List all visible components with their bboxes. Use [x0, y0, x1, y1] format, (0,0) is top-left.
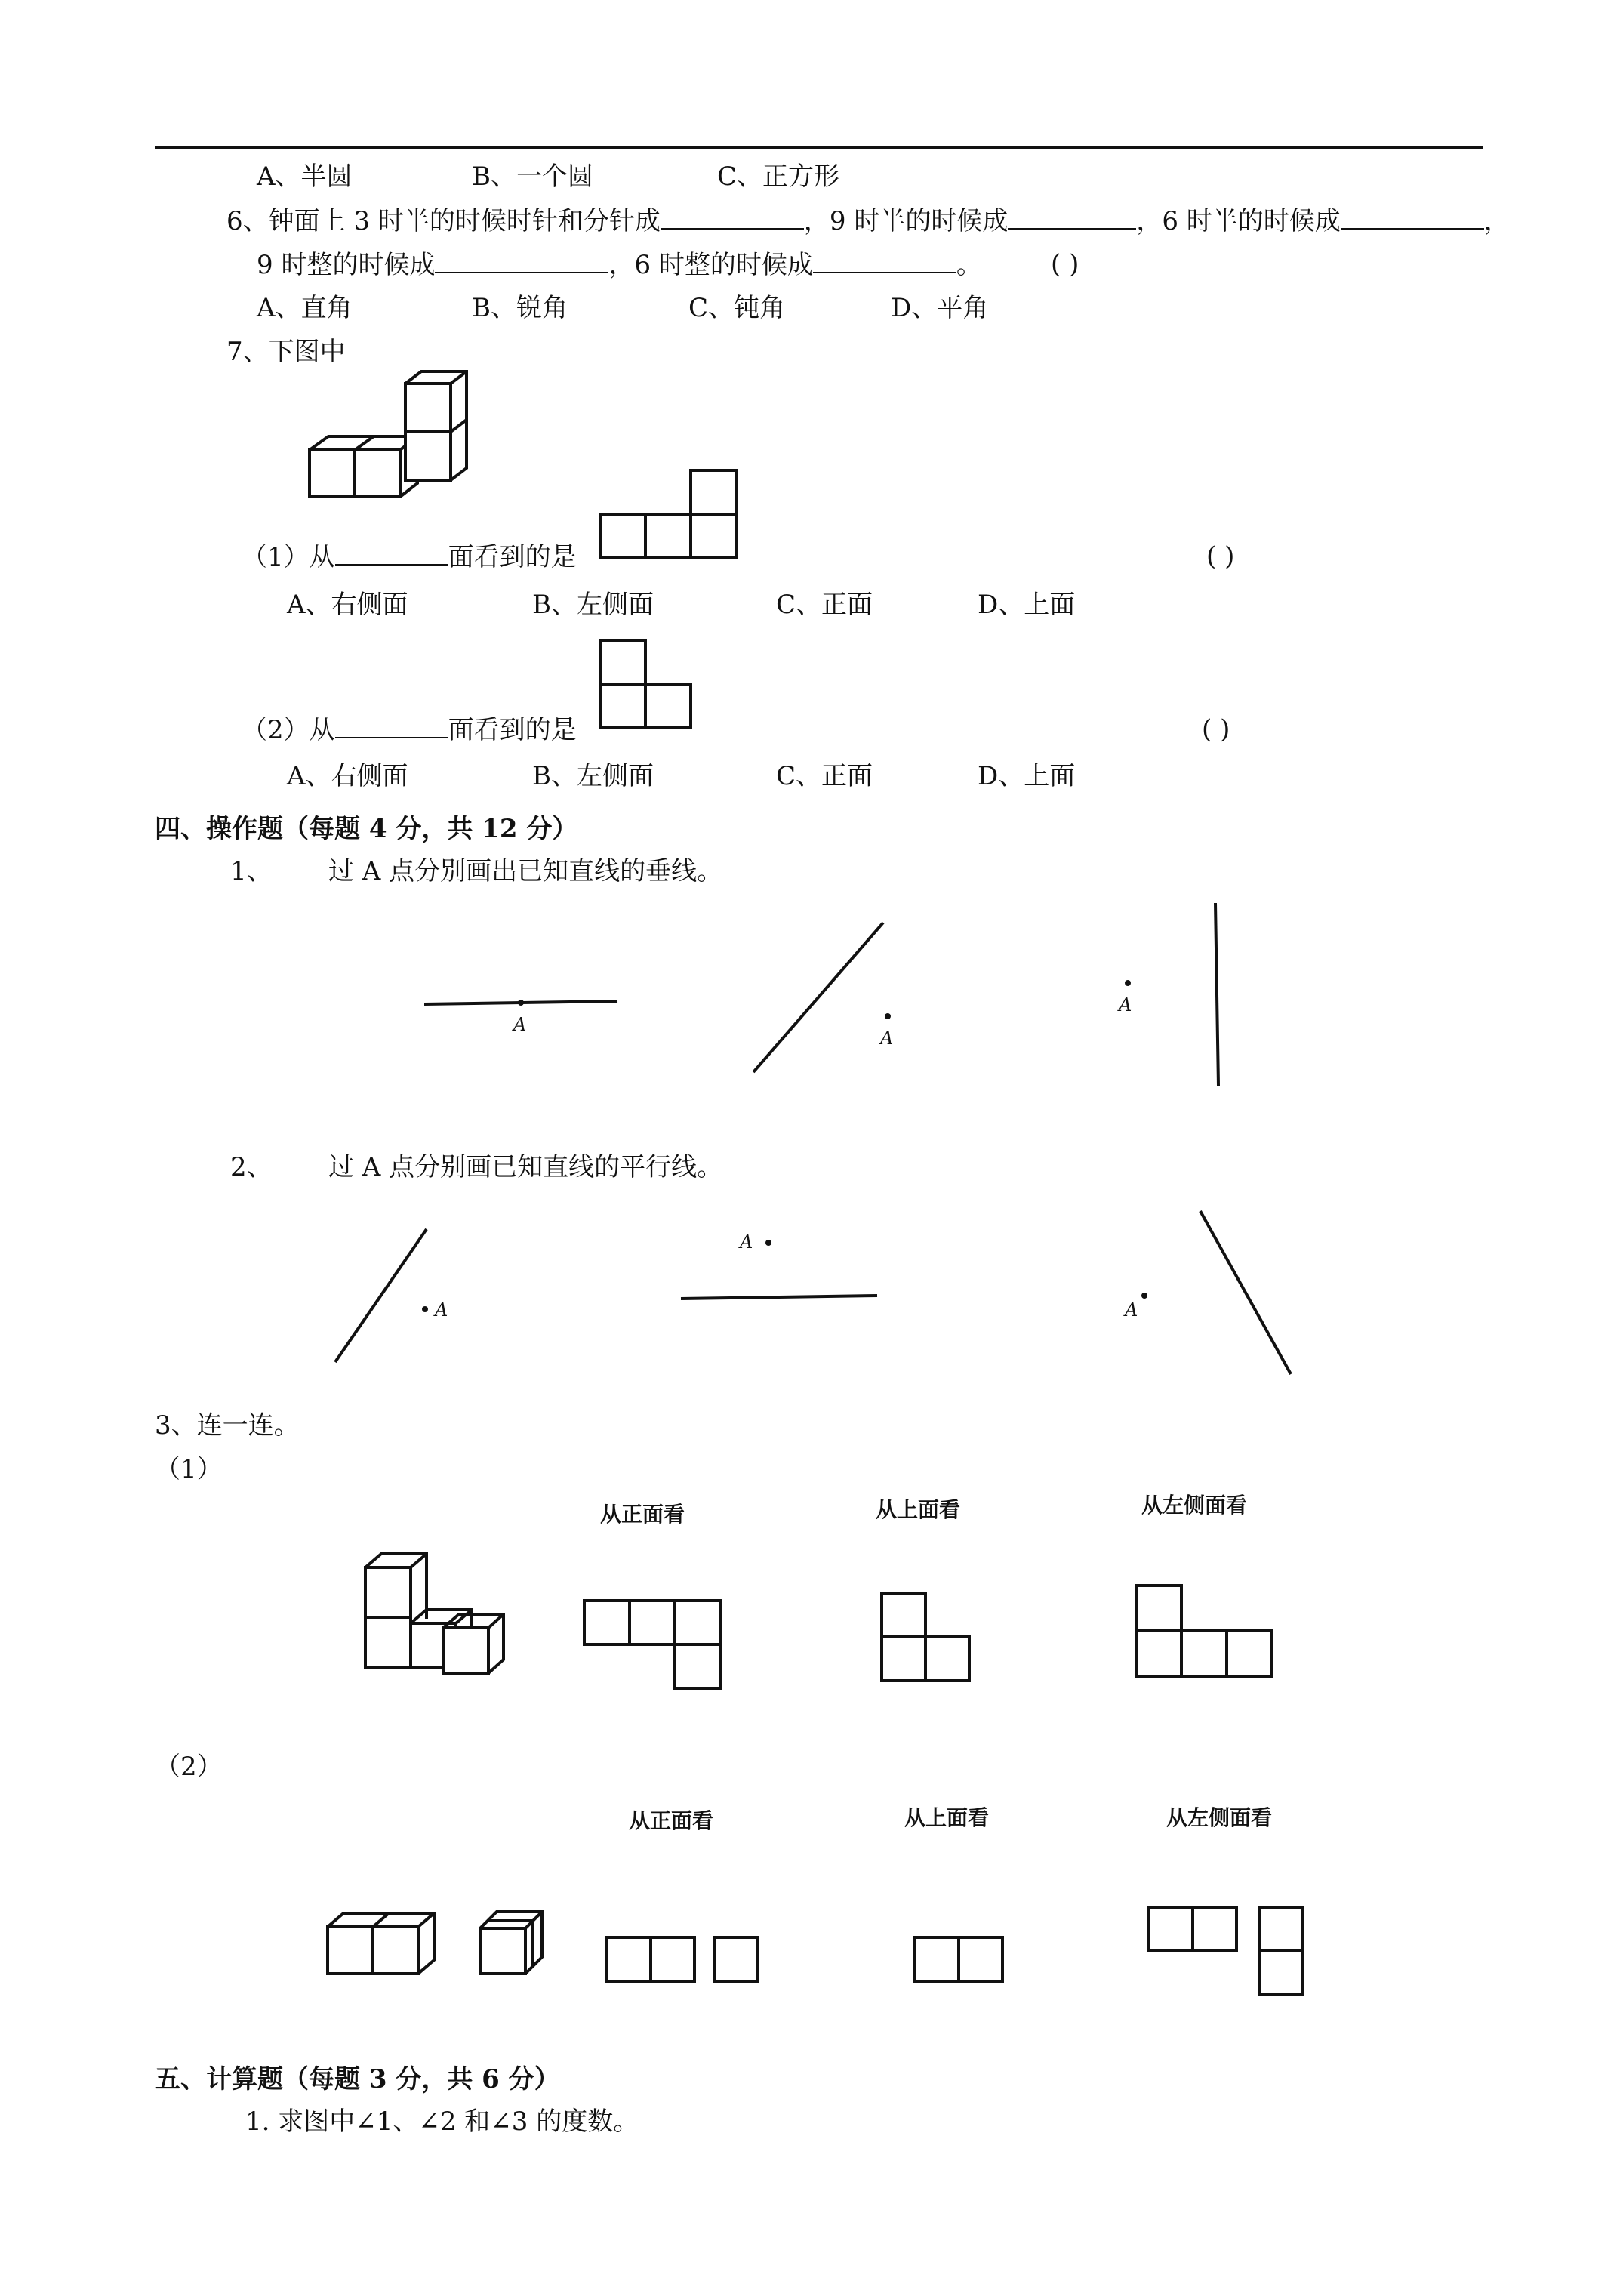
q7-sub2 — [242, 714, 577, 745]
s4-q1-text: 过 A 点分别画出已知直线的垂线。 — [328, 856, 723, 886]
given-line-6 — [1200, 1211, 1291, 1374]
q7-sub2-paren[interactable]: ( ) — [1202, 714, 1230, 744]
q6-text-g: 。 — [956, 250, 982, 280]
c1-label-top: 从上面看 — [876, 1497, 961, 1522]
point-a-5 — [765, 1240, 771, 1246]
q6-answer-paren[interactable]: ( ) — [1051, 249, 1079, 279]
c2-label-front: 从正面看 — [629, 1808, 714, 1833]
q7-sub1-blank[interactable] — [335, 541, 448, 566]
c2-label-left: 从左侧面看 — [1166, 1805, 1273, 1830]
connect-part-2: （2） — [155, 1752, 223, 1782]
q7-sub1-option-a: A、右侧面 — [287, 590, 408, 620]
q5-option-c: C、正方形 — [717, 162, 840, 192]
s4-q2-text: 过 A 点分别画已知直线的平行线。 — [328, 1152, 723, 1182]
q6-text-f: ，6 时整的时候成 — [608, 250, 813, 280]
connect2-cube-figure-b — [480, 1912, 542, 1974]
q6-option-c: C、钝角 — [688, 293, 786, 323]
q7-sub2-option-b: B、左侧面 — [532, 761, 654, 791]
given-line-2 — [753, 923, 883, 1072]
given-line-4 — [335, 1229, 427, 1362]
q7-sub1-suffix: 面看到的是 — [448, 542, 577, 572]
connect2-view-left — [1149, 1907, 1303, 1995]
q6-option-b: B、锐角 — [472, 293, 568, 323]
q7-sub2-option-a: A、右侧面 — [287, 761, 408, 791]
point-a-label-1: A — [513, 1014, 527, 1035]
point-a-label-2: A — [880, 1028, 894, 1049]
q7-sub2-prefix: （2）从 — [242, 715, 335, 745]
q7-sub1-option-c: C、正面 — [776, 590, 873, 620]
point-a-label-6: A — [1125, 1299, 1138, 1321]
point-a-label-3: A — [1119, 994, 1132, 1015]
q7-sub1-option-d: D、上面 — [978, 590, 1076, 620]
q7-sub2-view — [600, 640, 691, 728]
q7-sub2-option-c: C、正面 — [776, 761, 873, 791]
q7-title: 7、下图中 — [226, 337, 346, 367]
connect2-view-top — [915, 1937, 1002, 1981]
q6-text-d: ， — [1483, 206, 1510, 236]
s5-q1-text: 1. 求图中∠1、∠2 和∠3 的度数。 — [245, 2106, 639, 2137]
connect1-view-left — [1136, 1586, 1272, 1676]
q7-cube-figure — [310, 371, 467, 497]
section4-heading: 四、操作题（每题 4 分，共 12 分） — [155, 814, 578, 844]
s4-q3-title: 3、连一连。 — [155, 1410, 300, 1441]
s4-q1-number: 1、 — [230, 856, 273, 886]
connect1-view-front — [584, 1601, 720, 1688]
point-a-1 — [518, 1000, 524, 1006]
connect1-view-top — [882, 1593, 969, 1681]
q5-option-b: B、一个圆 — [472, 162, 593, 192]
given-line-3 — [1215, 903, 1218, 1086]
c2-label-top: 从上面看 — [904, 1805, 990, 1830]
c1-label-left: 从左侧面看 — [1141, 1493, 1248, 1518]
q6-text-a: 6、钟面上 3 时半的时候时针和分针成 — [226, 206, 661, 236]
s4-q2-number: 2、 — [230, 1152, 273, 1182]
q7-sub1-prefix: （1）从 — [242, 542, 335, 572]
point-a-3 — [1125, 980, 1131, 986]
q7-sub2-suffix: 面看到的是 — [448, 715, 577, 745]
section5-heading: 五、计算题（每题 3 分，共 6 分） — [155, 2064, 560, 2094]
point-a-4 — [422, 1306, 428, 1312]
connect1-cube-figure — [365, 1554, 504, 1673]
q7-sub2-blank[interactable] — [335, 714, 448, 738]
q7-sub2-option-d: D、上面 — [978, 761, 1076, 791]
q7-sub1-paren[interactable]: ( ) — [1206, 541, 1235, 572]
q6-option-a: A、直角 — [257, 293, 353, 323]
connect2-view-front — [607, 1937, 758, 1981]
perpendicular-figures — [424, 903, 1218, 1086]
connect-part-1: （1） — [155, 1454, 223, 1484]
point-a-2 — [885, 1013, 891, 1019]
q5-option-a: A、半圆 — [257, 162, 353, 192]
c1-label-front: 从正面看 — [600, 1502, 685, 1527]
q7-sub1-view — [600, 470, 736, 558]
q6-text-c: ，6 时半的时候成 — [1136, 206, 1341, 236]
q6-text-e: 9 时整的时候成 — [257, 250, 436, 280]
point-a-label-5: A — [740, 1231, 753, 1253]
point-a-6 — [1141, 1293, 1147, 1299]
q6-option-d: D、平角 — [891, 293, 989, 323]
given-line-5 — [681, 1296, 877, 1299]
parallel-figures — [335, 1211, 1291, 1374]
point-a-label-4: A — [435, 1299, 448, 1321]
connect2-cube-figure-a — [328, 1913, 434, 1974]
q7-sub1-option-b: B、左侧面 — [532, 590, 654, 620]
q6-text-b: ，9 时半的时候成 — [803, 206, 1009, 236]
q7-sub1 — [242, 541, 577, 572]
